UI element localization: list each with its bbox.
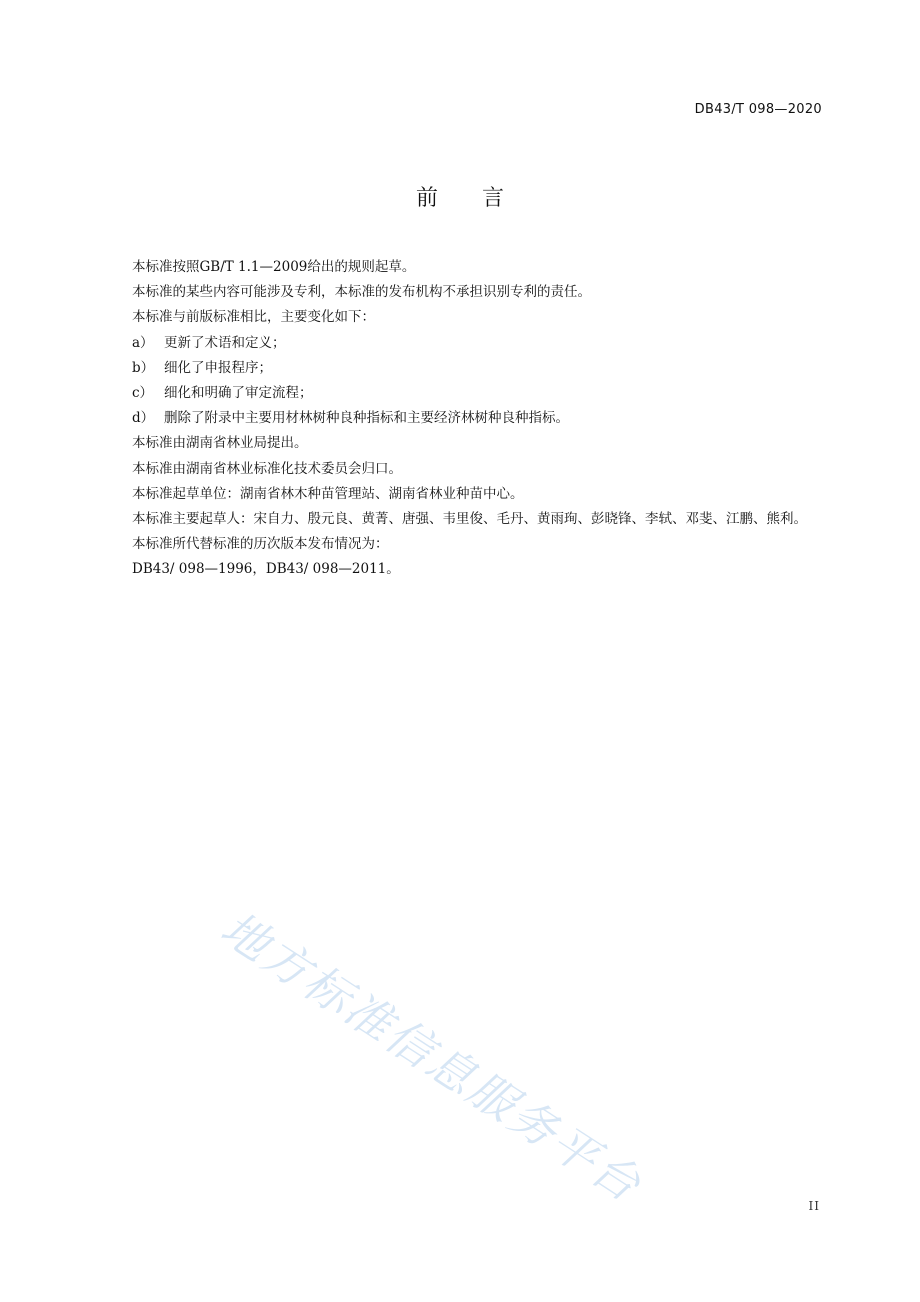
paragraph-drafters: 本标准主要起草人：宋自力、殷元良、黄菁、唐强、韦里俊、毛丹、黄雨珣、彭晓锋、李轼、邓斐、江鹏、熊利。 bbox=[132, 511, 807, 528]
list-item-text: 细化和明确了审定流程； bbox=[164, 385, 313, 402]
list-marker: d） bbox=[132, 410, 155, 427]
title-char-1: 前 bbox=[415, 186, 438, 211]
list-marker: c） bbox=[132, 385, 154, 402]
paragraph-proposer: 本标准由湖南省林业局提出。 bbox=[132, 435, 308, 452]
paragraph-changes-intro: 本标准与前版标准相比，主要变化如下： bbox=[132, 309, 375, 326]
list-item-text: 细化了申报程序； bbox=[164, 359, 272, 376]
list-marker: b） bbox=[132, 359, 155, 376]
title-char-2: 言 bbox=[482, 186, 505, 211]
paragraph-patent-notice: 本标准的某些内容可能涉及专利，本标准的发布机构不承担识别专利的责任。 bbox=[132, 284, 591, 301]
list-item bbox=[98, 381, 828, 406]
foreword-body bbox=[98, 255, 828, 583]
list-marker: a） bbox=[132, 334, 154, 351]
paragraph-drafting-units: 本标准起草单位：湖南省林木种苗管理站、湖南省林业种苗中心。 bbox=[132, 485, 524, 502]
list-item bbox=[98, 331, 828, 356]
list-item bbox=[98, 406, 828, 431]
paragraph-drafting-rules: 本标准按照GB/T 1.1—2009给出的规则起草。 bbox=[132, 259, 416, 275]
list-item-text: 更新了术语和定义； bbox=[164, 334, 286, 351]
paragraph-centralized-unit: 本标准由湖南省林业标准化技术委员会归口。 bbox=[132, 460, 402, 477]
document-code: DB43/T 098—2020 bbox=[694, 102, 822, 117]
list-item bbox=[98, 356, 828, 381]
watermark: 地方标准信息服务平台 bbox=[211, 900, 653, 1214]
paragraph-history-intro: 本标准所代替标准的历次版本发布情况为： bbox=[132, 536, 389, 553]
page-title bbox=[0, 181, 920, 212]
paragraph-history-versions: DB43/ 098—1996，DB43/ 098—2011。 bbox=[132, 561, 400, 578]
page-number: II bbox=[808, 1199, 820, 1213]
list-item-text: 删除了附录中主要用材林树种良种指标和主要经济林树种良种指标。 bbox=[164, 410, 569, 427]
